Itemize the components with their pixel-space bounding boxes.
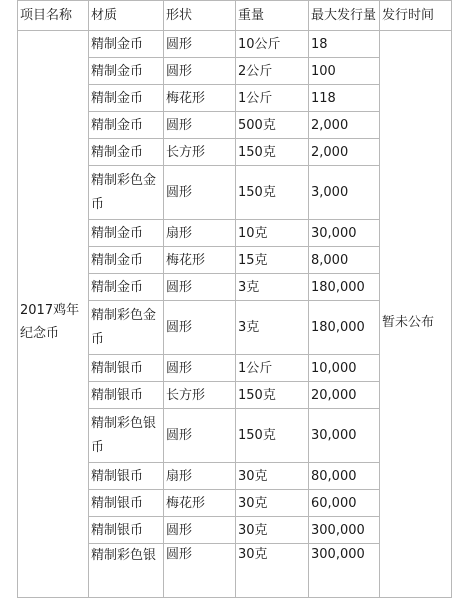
material-cell: 精制彩色金币 (89, 166, 164, 220)
material-cell: 精制金币 (89, 112, 164, 139)
shape-cell: 梅花形 (164, 247, 236, 274)
project-name-cell: 2017鸡年纪念币 (18, 31, 89, 598)
max-quantity-cell: 118 (309, 85, 380, 112)
max-quantity-cell: 180,000 (309, 274, 380, 301)
weight-cell: 30克 (236, 544, 309, 598)
shape-cell: 圆形 (164, 31, 236, 58)
header-shape: 形状 (164, 1, 236, 31)
material-cell: 精制银币 (89, 382, 164, 409)
shape-cell: 圆形 (164, 301, 236, 355)
material-cell: 精制金币 (89, 85, 164, 112)
max-quantity-cell: 80,000 (309, 463, 380, 490)
max-quantity-cell: 20,000 (309, 382, 380, 409)
coin-issue-table (17, 0, 452, 598)
shape-cell: 圆形 (164, 166, 236, 220)
header-weight: 重量 (236, 1, 309, 31)
weight-cell: 30克 (236, 490, 309, 517)
max-quantity-cell: 10,000 (309, 355, 380, 382)
weight-cell: 150克 (236, 166, 309, 220)
weight-cell: 1公斤 (236, 85, 309, 112)
material-cell: 精制金币 (89, 31, 164, 58)
shape-cell: 扇形 (164, 220, 236, 247)
weight-cell: 10克 (236, 220, 309, 247)
header-project-name: 项目名称 (18, 1, 89, 31)
max-quantity-cell: 60,000 (309, 490, 380, 517)
shape-cell: 圆形 (164, 58, 236, 85)
material-cell: 精制金币 (89, 274, 164, 301)
material-cell: 精制彩色银 (89, 544, 164, 598)
max-quantity-cell: 2,000 (309, 139, 380, 166)
weight-cell: 1公斤 (236, 355, 309, 382)
max-quantity-cell: 300,000 (309, 517, 380, 544)
weight-cell: 30克 (236, 463, 309, 490)
weight-cell: 3克 (236, 301, 309, 355)
material-cell: 精制银币 (89, 490, 164, 517)
max-quantity-cell: 18 (309, 31, 380, 58)
weight-cell: 150克 (236, 409, 309, 463)
material-cell: 精制金币 (89, 58, 164, 85)
header-max-issue-quantity: 最大发行量 (309, 1, 380, 31)
header-row (18, 1, 452, 31)
shape-cell: 圆形 (164, 517, 236, 544)
material-cell: 精制金币 (89, 139, 164, 166)
max-quantity-cell: 180,000 (309, 301, 380, 355)
weight-cell: 150克 (236, 139, 309, 166)
shape-cell: 圆形 (164, 355, 236, 382)
weight-cell: 500克 (236, 112, 309, 139)
max-quantity-cell: 100 (309, 58, 380, 85)
weight-cell: 150克 (236, 382, 309, 409)
table-row (18, 31, 452, 58)
shape-cell: 梅花形 (164, 85, 236, 112)
max-quantity-cell: 3,000 (309, 166, 380, 220)
material-cell: 精制银币 (89, 463, 164, 490)
max-quantity-cell: 8,000 (309, 247, 380, 274)
header-release-time: 发行时间 (380, 1, 452, 31)
shape-cell: 圆形 (164, 274, 236, 301)
max-quantity-cell: 2,000 (309, 112, 380, 139)
max-quantity-cell: 30,000 (309, 409, 380, 463)
release-time-cell: 暂未公布 (380, 31, 452, 598)
weight-cell: 3克 (236, 274, 309, 301)
shape-cell: 长方形 (164, 139, 236, 166)
shape-cell: 圆形 (164, 409, 236, 463)
material-cell: 精制彩色银币 (89, 409, 164, 463)
shape-cell: 圆形 (164, 112, 236, 139)
header-material: 材质 (89, 1, 164, 31)
weight-cell: 30克 (236, 517, 309, 544)
material-cell: 精制金币 (89, 247, 164, 274)
material-cell: 精制银币 (89, 355, 164, 382)
material-cell: 精制银币 (89, 517, 164, 544)
shape-cell: 长方形 (164, 382, 236, 409)
material-cell: 精制金币 (89, 220, 164, 247)
shape-cell: 圆形 (164, 544, 236, 598)
material-cell: 精制彩色金币 (89, 301, 164, 355)
shape-cell: 扇形 (164, 463, 236, 490)
max-quantity-cell: 300,000 (309, 544, 380, 598)
weight-cell: 15克 (236, 247, 309, 274)
max-quantity-cell: 30,000 (309, 220, 380, 247)
weight-cell: 2公斤 (236, 58, 309, 85)
weight-cell: 10公斤 (236, 31, 309, 58)
shape-cell: 梅花形 (164, 490, 236, 517)
